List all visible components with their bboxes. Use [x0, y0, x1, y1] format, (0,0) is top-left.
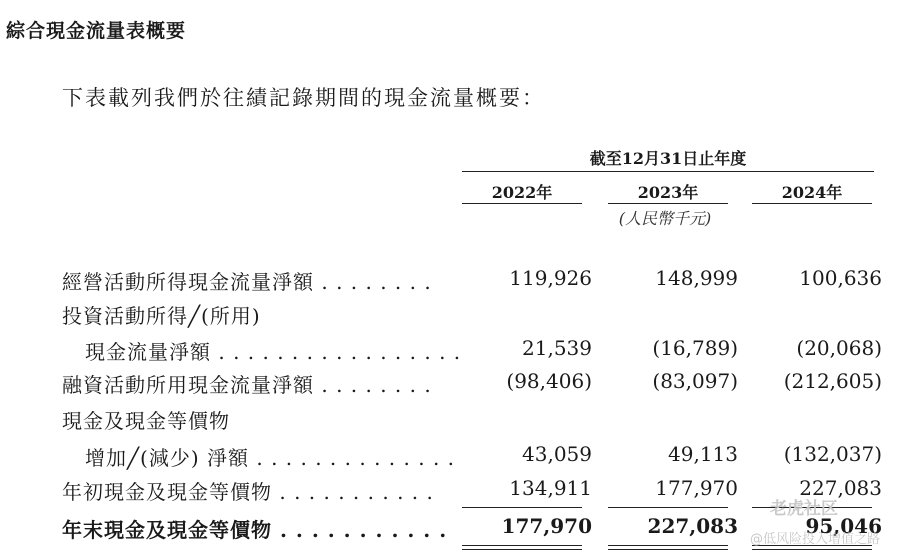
value-cell: 227,083	[799, 476, 882, 500]
row-label-net-change-cont: 增加╱(減少) 淨額 . . . . . . . . . . . . . .	[85, 446, 456, 470]
value-cell: (98,406)	[506, 369, 592, 393]
unit-note: (人民幣千元)	[618, 209, 712, 228]
row-label-investing: 投資活動所得╱(所用)	[62, 304, 261, 328]
year-rule	[462, 203, 582, 204]
subtotal-rule	[462, 507, 582, 508]
column-group-header: 截至12月31日止年度	[589, 149, 747, 168]
row-label-beginning: 年初現金及現金等價物 . . . . . . . . . . .	[62, 480, 434, 504]
intro-text: 下表載列我們於往績記錄期間的現金流量概要：	[62, 86, 545, 110]
value-cell: 134,911	[509, 476, 592, 500]
value-cell: (212,605)	[783, 369, 882, 393]
value-cell: 49,113	[668, 442, 738, 466]
value-cell: 227,083	[647, 514, 738, 538]
section-heading: 綜合現金流量表概要	[6, 20, 187, 42]
value-cell: 21,539	[522, 336, 592, 360]
value-cell: (83,097)	[652, 369, 738, 393]
subtotal-rule	[608, 507, 728, 508]
value-cell: 177,970	[501, 514, 592, 538]
total-double-rule	[608, 549, 728, 550]
total-double-rule	[608, 545, 728, 546]
total-double-rule	[462, 549, 582, 550]
value-cell: 100,636	[799, 266, 882, 290]
value-cell: (20,068)	[796, 336, 882, 360]
value-cell: (132,037)	[783, 442, 882, 466]
year-rule	[752, 203, 872, 204]
value-cell: 119,926	[509, 266, 592, 290]
value-cell: 95,046	[805, 514, 882, 538]
year-header-2022: 2022年	[491, 183, 553, 202]
row-label-net-change: 現金及現金等價物	[62, 409, 230, 433]
total-double-rule	[752, 549, 872, 550]
total-double-rule	[462, 545, 582, 546]
row-label-operating: 經營活動所得現金流量淨額 . . . . . . . .	[62, 270, 432, 294]
header-rule	[462, 171, 874, 172]
watermark-handle: @低风险投入增值之路	[750, 532, 881, 547]
year-rule	[608, 203, 728, 204]
row-label-financing: 融資活動所用現金流量淨額 . . . . . . . .	[62, 373, 432, 397]
row-label-investing-cont: 現金流量淨額 . . . . . . . . . . . . . . . . .	[85, 340, 462, 364]
row-label-ending: 年末現金及現金等價物 . . . . . . . . . . .	[62, 518, 448, 542]
watermark-logo-text: 老虎社区	[770, 499, 838, 519]
value-cell: 148,999	[655, 266, 738, 290]
value-cell: 43,059	[522, 442, 592, 466]
value-cell: (16,789)	[652, 336, 738, 360]
year-header-2024: 2024年	[781, 183, 843, 202]
value-cell: 177,970	[655, 476, 738, 500]
year-header-2023: 2023年	[637, 183, 699, 202]
